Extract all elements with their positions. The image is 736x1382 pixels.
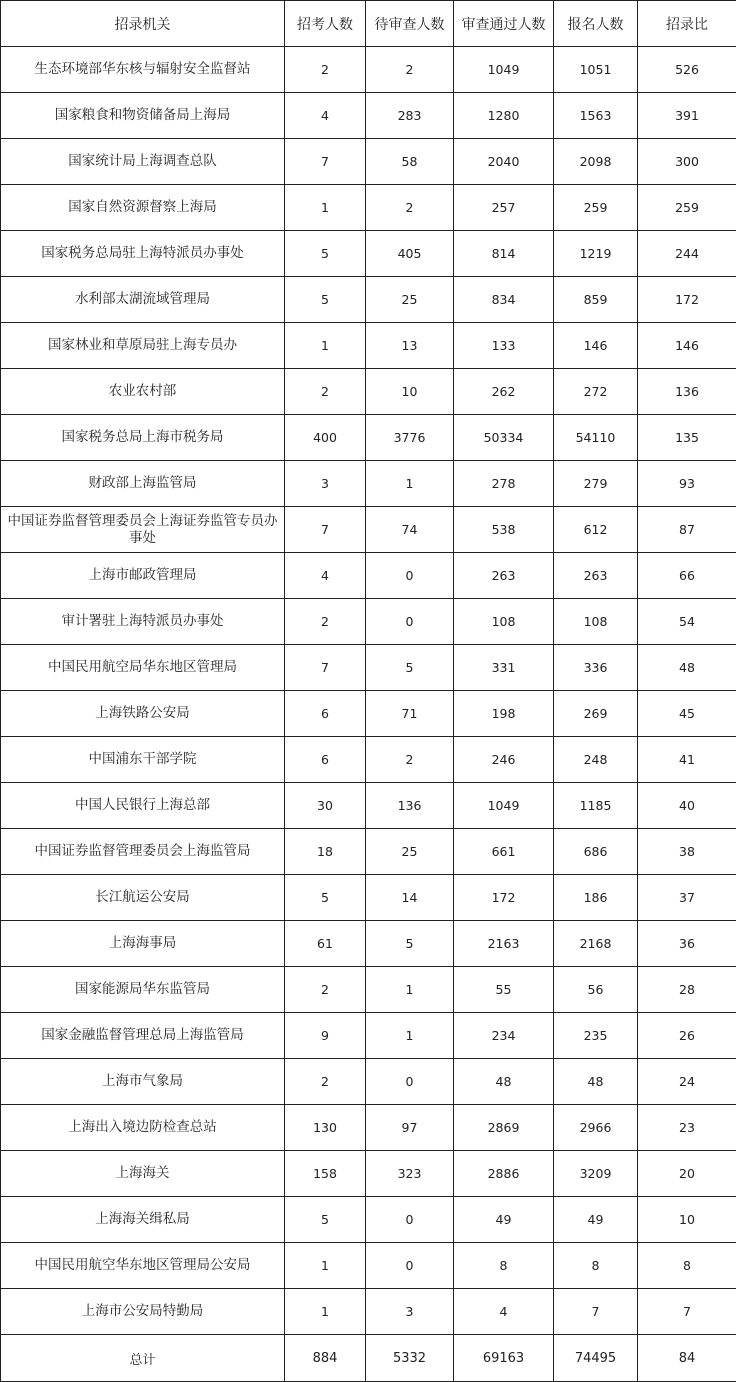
cell-pending-review: 0 xyxy=(366,1243,454,1289)
cell-quota: 7 xyxy=(285,507,366,553)
cell-applicants: 48 xyxy=(554,1059,638,1105)
cell-agency: 国家税务总局上海市税务局 xyxy=(1,415,285,461)
cell-pending-review: 10 xyxy=(366,369,454,415)
cell-ratio: 23 xyxy=(638,1105,736,1151)
cell-ratio: 172 xyxy=(638,277,736,323)
cell-quota: 1 xyxy=(285,323,366,369)
cell-ratio: 259 xyxy=(638,185,736,231)
cell-review-passed: 4 xyxy=(454,1289,554,1335)
cell-ratio: 41 xyxy=(638,737,736,783)
table-row xyxy=(1,139,736,185)
cell-ratio: 526 xyxy=(638,47,736,93)
cell-applicants: 186 xyxy=(554,875,638,921)
cell-review-passed: 263 xyxy=(454,553,554,599)
cell-agency: 上海市气象局 xyxy=(1,1059,285,1105)
table-row xyxy=(1,415,736,461)
cell-review-passed: 198 xyxy=(454,691,554,737)
table-row xyxy=(1,875,736,921)
cell-agency: 上海海关 xyxy=(1,1151,285,1197)
table-row xyxy=(1,967,736,1013)
cell-pending-review: 1 xyxy=(366,967,454,1013)
cell-agency: 中国证券监督管理委员会上海证券监管专员办事处 xyxy=(1,507,285,553)
total-review-passed: 69163 xyxy=(454,1335,554,1382)
cell-quota: 5 xyxy=(285,231,366,277)
cell-applicants: 686 xyxy=(554,829,638,875)
total-pending-review: 5332 xyxy=(366,1335,454,1382)
cell-agency: 农业农村部 xyxy=(1,369,285,415)
cell-pending-review: 405 xyxy=(366,231,454,277)
table-row xyxy=(1,323,736,369)
cell-review-passed: 2886 xyxy=(454,1151,554,1197)
cell-pending-review: 25 xyxy=(366,829,454,875)
cell-applicants: 859 xyxy=(554,277,638,323)
cell-ratio: 20 xyxy=(638,1151,736,1197)
cell-pending-review: 3 xyxy=(366,1289,454,1335)
cell-agency: 审计署驻上海特派员办事处 xyxy=(1,599,285,645)
cell-quota: 18 xyxy=(285,829,366,875)
header-pending-review: 待审查人数 xyxy=(366,1,454,47)
cell-agency: 中国人民银行上海总部 xyxy=(1,783,285,829)
cell-agency: 国家统计局上海调查总队 xyxy=(1,139,285,185)
cell-agency: 国家能源局华东监管局 xyxy=(1,967,285,1013)
cell-agency: 国家税务总局驻上海特派员办事处 xyxy=(1,231,285,277)
cell-agency: 上海市邮政管理局 xyxy=(1,553,285,599)
cell-agency: 中国证券监督管理委员会上海监管局 xyxy=(1,829,285,875)
cell-applicants: 2098 xyxy=(554,139,638,185)
cell-quota: 7 xyxy=(285,139,366,185)
cell-review-passed: 133 xyxy=(454,323,554,369)
cell-quota: 3 xyxy=(285,461,366,507)
cell-applicants: 269 xyxy=(554,691,638,737)
cell-ratio: 28 xyxy=(638,967,736,1013)
cell-quota: 2 xyxy=(285,599,366,645)
cell-quota: 2 xyxy=(285,47,366,93)
cell-agency: 国家金融监督管理总局上海监管局 xyxy=(1,1013,285,1059)
cell-pending-review: 1 xyxy=(366,1013,454,1059)
cell-applicants: 146 xyxy=(554,323,638,369)
cell-quota: 5 xyxy=(285,277,366,323)
cell-applicants: 2966 xyxy=(554,1105,638,1151)
table-row xyxy=(1,921,736,967)
header-review-passed: 审查通过人数 xyxy=(454,1,554,47)
table-row xyxy=(1,691,736,737)
cell-pending-review: 71 xyxy=(366,691,454,737)
cell-pending-review: 136 xyxy=(366,783,454,829)
cell-quota: 2 xyxy=(285,369,366,415)
cell-review-passed: 48 xyxy=(454,1059,554,1105)
cell-review-passed: 246 xyxy=(454,737,554,783)
cell-agency: 水利部太湖流域管理局 xyxy=(1,277,285,323)
cell-pending-review: 2 xyxy=(366,47,454,93)
cell-ratio: 40 xyxy=(638,783,736,829)
header-applicants: 报名人数 xyxy=(554,1,638,47)
cell-ratio: 391 xyxy=(638,93,736,139)
cell-applicants: 279 xyxy=(554,461,638,507)
table-row xyxy=(1,1289,736,1335)
cell-ratio: 135 xyxy=(638,415,736,461)
cell-review-passed: 108 xyxy=(454,599,554,645)
cell-agency: 国家自然资源督察上海局 xyxy=(1,185,285,231)
cell-pending-review: 13 xyxy=(366,323,454,369)
cell-ratio: 244 xyxy=(638,231,736,277)
cell-ratio: 26 xyxy=(638,1013,736,1059)
cell-ratio: 146 xyxy=(638,323,736,369)
table-row xyxy=(1,507,736,553)
total-row xyxy=(1,1335,736,1382)
cell-review-passed: 834 xyxy=(454,277,554,323)
cell-pending-review: 2 xyxy=(366,185,454,231)
cell-pending-review: 323 xyxy=(366,1151,454,1197)
cell-ratio: 7 xyxy=(638,1289,736,1335)
cell-applicants: 49 xyxy=(554,1197,638,1243)
table-row xyxy=(1,1197,736,1243)
cell-quota: 9 xyxy=(285,1013,366,1059)
table-row xyxy=(1,829,736,875)
cell-ratio: 300 xyxy=(638,139,736,185)
cell-ratio: 87 xyxy=(638,507,736,553)
total-quota: 884 xyxy=(285,1335,366,1382)
cell-pending-review: 5 xyxy=(366,645,454,691)
cell-pending-review: 0 xyxy=(366,1059,454,1105)
cell-pending-review: 0 xyxy=(366,599,454,645)
cell-applicants: 259 xyxy=(554,185,638,231)
cell-ratio: 24 xyxy=(638,1059,736,1105)
cell-review-passed: 1049 xyxy=(454,47,554,93)
cell-review-passed: 661 xyxy=(454,829,554,875)
table-row xyxy=(1,185,736,231)
cell-quota: 1 xyxy=(285,1243,366,1289)
table-row xyxy=(1,1059,736,1105)
cell-quota: 4 xyxy=(285,93,366,139)
cell-pending-review: 25 xyxy=(366,277,454,323)
table-row xyxy=(1,277,736,323)
cell-pending-review: 58 xyxy=(366,139,454,185)
cell-review-passed: 234 xyxy=(454,1013,554,1059)
cell-applicants: 272 xyxy=(554,369,638,415)
total-label: 总计 xyxy=(1,1335,285,1382)
table-row xyxy=(1,1151,736,1197)
cell-review-passed: 1049 xyxy=(454,783,554,829)
cell-applicants: 263 xyxy=(554,553,638,599)
cell-quota: 6 xyxy=(285,691,366,737)
cell-applicants: 1051 xyxy=(554,47,638,93)
cell-quota: 2 xyxy=(285,967,366,1013)
cell-pending-review: 0 xyxy=(366,553,454,599)
cell-ratio: 8 xyxy=(638,1243,736,1289)
cell-review-passed: 257 xyxy=(454,185,554,231)
table-row xyxy=(1,553,736,599)
total-applicants: 74495 xyxy=(554,1335,638,1382)
cell-pending-review: 14 xyxy=(366,875,454,921)
cell-review-passed: 278 xyxy=(454,461,554,507)
cell-ratio: 93 xyxy=(638,461,736,507)
table-row xyxy=(1,1243,736,1289)
cell-pending-review: 2 xyxy=(366,737,454,783)
total-ratio: 84 xyxy=(638,1335,736,1382)
cell-review-passed: 2040 xyxy=(454,139,554,185)
cell-pending-review: 97 xyxy=(366,1105,454,1151)
table-row xyxy=(1,47,736,93)
cell-ratio: 66 xyxy=(638,553,736,599)
cell-quota: 158 xyxy=(285,1151,366,1197)
table-row xyxy=(1,369,736,415)
cell-applicants: 248 xyxy=(554,737,638,783)
cell-review-passed: 1280 xyxy=(454,93,554,139)
cell-agency: 上海市公安局特勤局 xyxy=(1,1289,285,1335)
cell-applicants: 8 xyxy=(554,1243,638,1289)
table-row xyxy=(1,461,736,507)
cell-review-passed: 262 xyxy=(454,369,554,415)
cell-review-passed: 2869 xyxy=(454,1105,554,1151)
cell-pending-review: 1 xyxy=(366,461,454,507)
cell-agency: 上海出入境边防检查总站 xyxy=(1,1105,285,1151)
cell-pending-review: 283 xyxy=(366,93,454,139)
cell-ratio: 45 xyxy=(638,691,736,737)
table-row xyxy=(1,599,736,645)
header-agency: 招录机关 xyxy=(1,1,285,47)
cell-agency: 中国民用航空华东地区管理局公安局 xyxy=(1,1243,285,1289)
header-ratio: 招录比 xyxy=(638,1,736,47)
table-row xyxy=(1,1105,736,1151)
cell-agency: 上海海事局 xyxy=(1,921,285,967)
cell-quota: 7 xyxy=(285,645,366,691)
cell-ratio: 136 xyxy=(638,369,736,415)
cell-ratio: 37 xyxy=(638,875,736,921)
cell-quota: 2 xyxy=(285,1059,366,1105)
cell-applicants: 612 xyxy=(554,507,638,553)
cell-applicants: 56 xyxy=(554,967,638,1013)
cell-review-passed: 55 xyxy=(454,967,554,1013)
table-row xyxy=(1,737,736,783)
cell-review-passed: 50334 xyxy=(454,415,554,461)
cell-quota: 1 xyxy=(285,185,366,231)
cell-ratio: 48 xyxy=(638,645,736,691)
cell-review-passed: 8 xyxy=(454,1243,554,1289)
table-row xyxy=(1,1013,736,1059)
cell-quota: 30 xyxy=(285,783,366,829)
cell-applicants: 1563 xyxy=(554,93,638,139)
cell-applicants: 3209 xyxy=(554,1151,638,1197)
cell-quota: 1 xyxy=(285,1289,366,1335)
cell-agency: 国家林业和草原局驻上海专员办 xyxy=(1,323,285,369)
cell-applicants: 1219 xyxy=(554,231,638,277)
header-row xyxy=(1,1,736,47)
cell-quota: 61 xyxy=(285,921,366,967)
cell-applicants: 7 xyxy=(554,1289,638,1335)
cell-quota: 5 xyxy=(285,875,366,921)
cell-agency: 上海海关缉私局 xyxy=(1,1197,285,1243)
cell-review-passed: 2163 xyxy=(454,921,554,967)
cell-quota: 5 xyxy=(285,1197,366,1243)
cell-quota: 6 xyxy=(285,737,366,783)
cell-pending-review: 5 xyxy=(366,921,454,967)
cell-applicants: 108 xyxy=(554,599,638,645)
cell-applicants: 235 xyxy=(554,1013,638,1059)
cell-review-passed: 331 xyxy=(454,645,554,691)
cell-review-passed: 49 xyxy=(454,1197,554,1243)
cell-applicants: 2168 xyxy=(554,921,638,967)
cell-pending-review: 0 xyxy=(366,1197,454,1243)
cell-review-passed: 172 xyxy=(454,875,554,921)
cell-agency: 上海铁路公安局 xyxy=(1,691,285,737)
cell-applicants: 54110 xyxy=(554,415,638,461)
header-quota: 招考人数 xyxy=(285,1,366,47)
table-body xyxy=(1,47,736,1335)
cell-ratio: 36 xyxy=(638,921,736,967)
cell-agency: 国家粮食和物资储备局上海局 xyxy=(1,93,285,139)
cell-quota: 130 xyxy=(285,1105,366,1151)
cell-ratio: 10 xyxy=(638,1197,736,1243)
cell-review-passed: 538 xyxy=(454,507,554,553)
cell-applicants: 336 xyxy=(554,645,638,691)
cell-quota: 4 xyxy=(285,553,366,599)
table-row xyxy=(1,93,736,139)
cell-agency: 长江航运公安局 xyxy=(1,875,285,921)
cell-agency: 财政部上海监管局 xyxy=(1,461,285,507)
table-row xyxy=(1,783,736,829)
cell-review-passed: 814 xyxy=(454,231,554,277)
table-row xyxy=(1,231,736,277)
cell-applicants: 1185 xyxy=(554,783,638,829)
cell-pending-review: 74 xyxy=(366,507,454,553)
cell-agency: 生态环境部华东核与辐射安全监督站 xyxy=(1,47,285,93)
cell-agency: 中国民用航空局华东地区管理局 xyxy=(1,645,285,691)
cell-quota: 400 xyxy=(285,415,366,461)
cell-ratio: 54 xyxy=(638,599,736,645)
cell-pending-review: 3776 xyxy=(366,415,454,461)
table-row xyxy=(1,645,736,691)
cell-agency: 中国浦东干部学院 xyxy=(1,737,285,783)
cell-ratio: 38 xyxy=(638,829,736,875)
